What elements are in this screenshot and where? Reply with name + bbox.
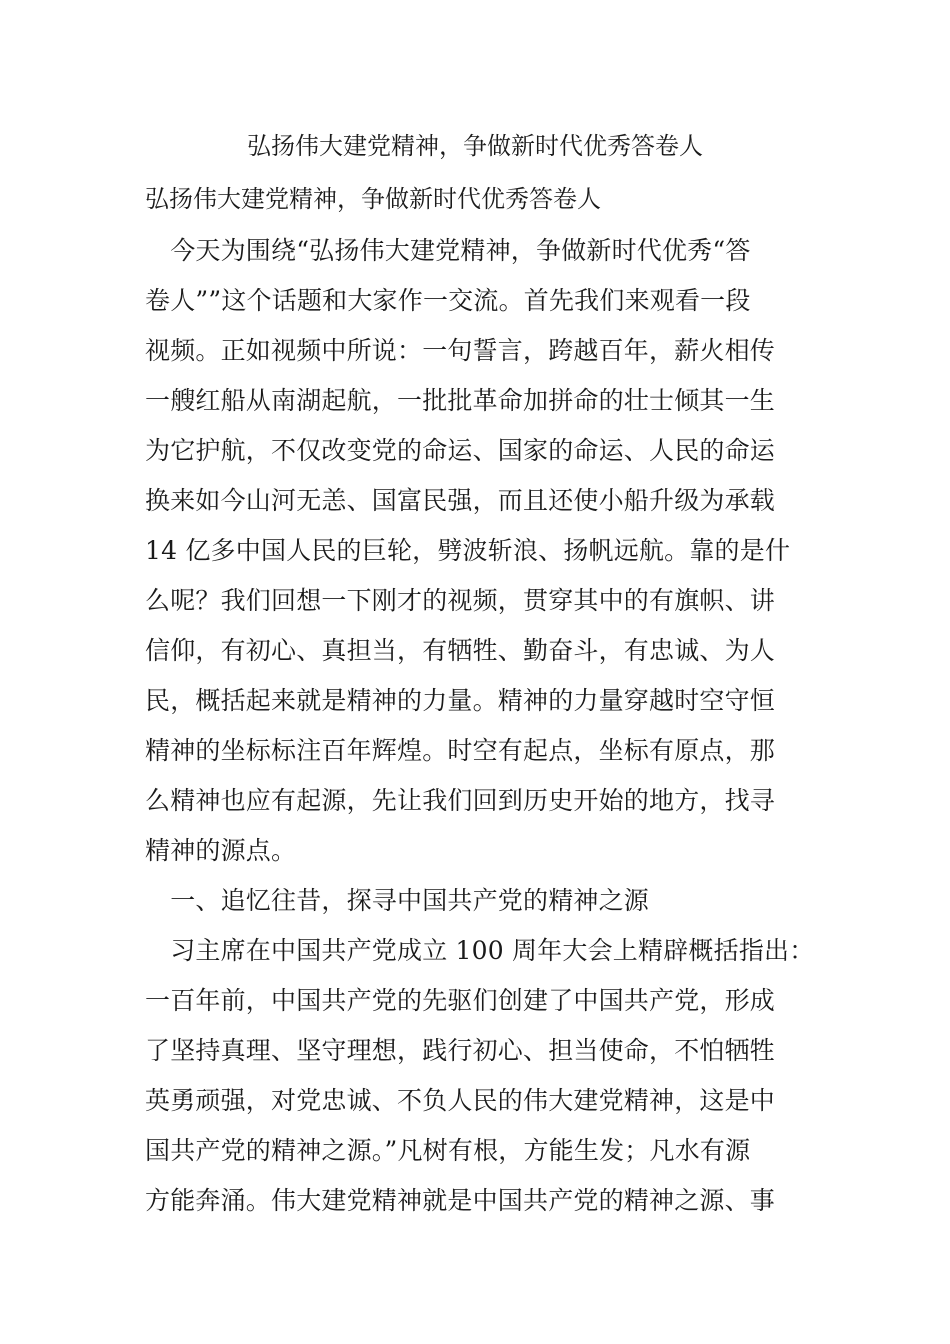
body-line: 习主席在中国共产党成立 100 周年大会上精辟概括指出： [145, 936, 815, 965]
body-line: 14 亿多中国人民的巨轮，劈波斩浪、扬帆远航。靠的是什 [145, 536, 791, 565]
document-title-centered: 弘扬伟大建党精神，争做新时代优秀答卷人 [247, 132, 703, 160]
body-line: 为它护航，不仅改变党的命运、国家的命运、人民的命运 [145, 436, 776, 465]
body-line: 么呢？我们回想一下刚才的视频，贯穿其中的有旗帜、讲 [145, 586, 776, 615]
body-line: 卷人””这个话题和大家作一交流。首先我们来观看一段 [145, 286, 751, 315]
body-line: 英勇顽强，对党忠诚、不负人民的伟大建党精神，这是中 [145, 1086, 776, 1115]
body-line: 国共产党的精神之源。”凡树有根，方能生发；凡水有源 [145, 1136, 751, 1165]
body-line: 么精神也应有起源，先让我们回到历史开始的地方，找寻 [145, 786, 776, 815]
body-line: 了坚持真理、坚守理想，践行初心、担当使命，不怕牺牲 [145, 1036, 776, 1065]
body-line: 视频。正如视频中所说：一句誓言，跨越百年，薪火相传 [145, 336, 776, 365]
body-line: 方能奔涌。伟大建党精神就是中国共产党的精神之源、事 [145, 1186, 776, 1215]
body-line: 换来如今山河无恙、国富民强，而且还使小船升级为承载 [145, 486, 776, 515]
document-title-left: 弘扬伟大建党精神，争做新时代优秀答卷人 [145, 185, 601, 213]
body-line: 一百年前，中国共产党的先驱们创建了中国共产党，形成 [145, 986, 776, 1015]
body-line: 一艘红船从南湖起航，一批批革命加拼命的壮士倾其一生 [145, 386, 776, 415]
body-line: 信仰，有初心、真担当，有牺牲、勤奋斗，有忠诚、为人 [145, 636, 776, 665]
body-line: 精神的坐标标注百年辉煌。时空有起点，坐标有原点，那 [145, 736, 776, 765]
section-heading: 一、追忆往昔，探寻中国共产党的精神之源 [145, 886, 650, 915]
body-line: 民，概括起来就是精神的力量。精神的力量穿越时空守恒 [145, 686, 776, 715]
body-line: 今天为围绕“弘扬伟大建党精神，争做新时代优秀“答 [145, 236, 751, 265]
body-line: 精神的源点。 [145, 836, 297, 865]
